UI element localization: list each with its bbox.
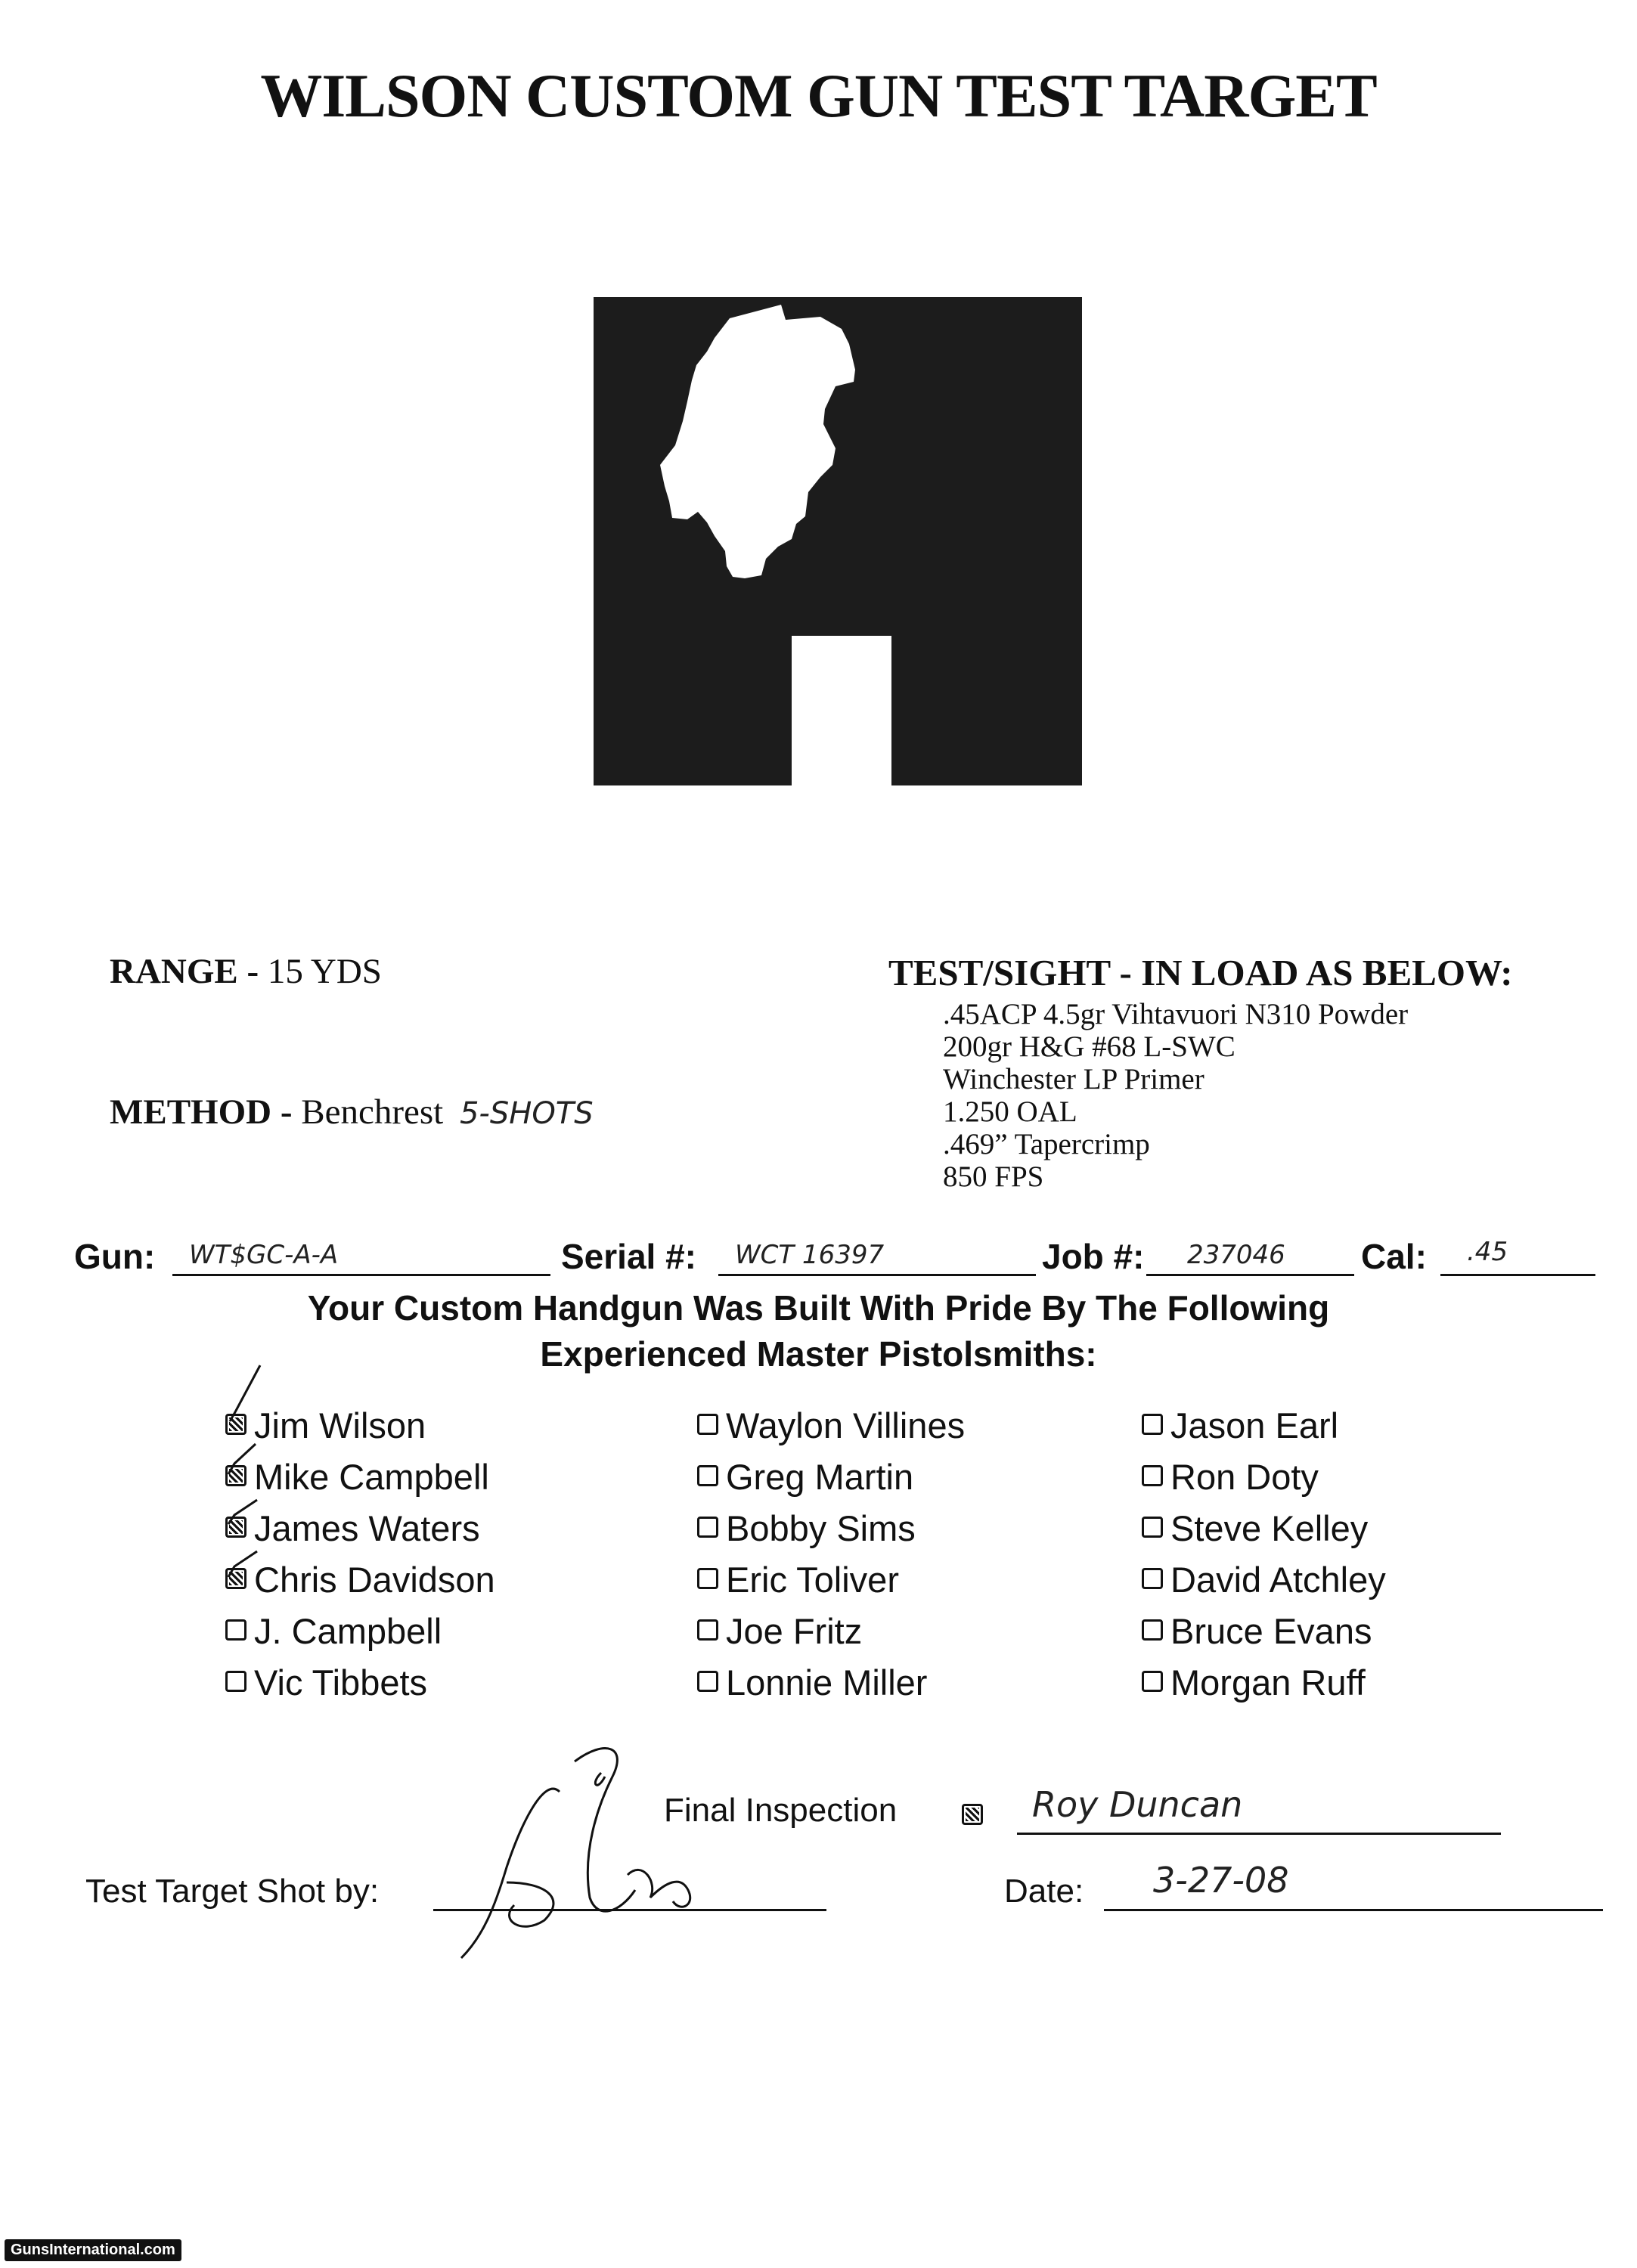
pistolsmith-item — [225, 1662, 427, 1703]
load-line: .45ACP 4.5gr Vihtavuori N310 Powder — [943, 998, 1409, 1030]
pistolsmith-name: Morgan Ruff — [1170, 1662, 1366, 1703]
gun-value: WT$GC-A-A — [189, 1240, 339, 1270]
checkbox[interactable] — [225, 1619, 246, 1641]
range-label: RANGE - — [110, 952, 259, 991]
cal-line — [1440, 1274, 1595, 1276]
date-line — [1104, 1909, 1603, 1911]
load-line: 850 FPS — [943, 1160, 1044, 1193]
pistolsmith-name: J. Campbell — [254, 1611, 442, 1651]
job-line — [1146, 1274, 1354, 1276]
checkbox[interactable] — [1142, 1671, 1163, 1692]
pistolsmith-name: Bobby Sims — [726, 1508, 916, 1548]
checkbox[interactable] — [1142, 1619, 1163, 1641]
range-field — [110, 951, 382, 992]
pistolsmith-name: Waylon Villines — [726, 1405, 966, 1445]
pride-line: Experienced Master Pistolsmiths: — [540, 1334, 1097, 1374]
page-title: WILSON CUSTOM GUN TEST TARGET — [260, 61, 1377, 130]
final-inspection-line — [1017, 1833, 1501, 1835]
checkbox[interactable] — [697, 1671, 718, 1692]
pistolsmith-item — [697, 1405, 965, 1446]
pistolsmith-item — [225, 1610, 442, 1652]
target-with-shot-hole-icon — [594, 297, 1082, 785]
pistolsmith-name: Jim Wilson — [254, 1405, 426, 1445]
serial-label: Serial #: — [561, 1237, 696, 1276]
pistolsmith-name: Lonnie Miller — [726, 1662, 928, 1703]
pistolsmith-item — [1142, 1456, 1319, 1498]
shot-by-signature — [454, 1731, 741, 1973]
pistolsmith-name: Bruce Evans — [1170, 1611, 1372, 1651]
pistolsmith-item — [697, 1662, 927, 1703]
checkbox[interactable] — [225, 1671, 246, 1692]
checkbox[interactable] — [697, 1465, 718, 1486]
job-label: Job #: — [1042, 1237, 1145, 1276]
pistolsmith-item — [1142, 1405, 1338, 1446]
pistolsmith-name: Steve Kelley — [1170, 1508, 1369, 1548]
method-field — [110, 1092, 594, 1132]
pistolsmith-item — [1142, 1507, 1368, 1549]
checkbox[interactable] — [697, 1517, 718, 1538]
pistolsmith-name: Jason Earl — [1170, 1405, 1339, 1445]
checkbox[interactable] — [1142, 1568, 1163, 1589]
final-inspection-label: Final Inspection — [664, 1792, 898, 1829]
load-line: .469” Tapercrimp — [943, 1128, 1150, 1160]
checkbox[interactable] — [697, 1414, 718, 1435]
range-value: 15 YDS — [267, 952, 382, 991]
handwritten-checkmarks — [219, 1361, 280, 1588]
pistolsmith-name: Mike Campbell — [254, 1457, 489, 1497]
load-line: 1.250 OAL — [943, 1095, 1077, 1128]
pistolsmith-item — [1142, 1662, 1366, 1703]
cal-value: .45 — [1467, 1237, 1508, 1267]
load-heading: TEST/SIGHT - IN LOAD AS BELOW: — [888, 952, 1513, 993]
pistolsmith-item — [697, 1559, 899, 1600]
shot-by-label: Test Target Shot by: — [85, 1873, 380, 1910]
load-line: 200gr H&G #68 L-SWC — [943, 1030, 1236, 1063]
pistolsmith-name: Joe Fritz — [726, 1611, 863, 1651]
pistolsmith-name: Greg Martin — [726, 1457, 914, 1497]
pride-line: Your Custom Handgun Was Built With Pride By The Following — [307, 1288, 1330, 1328]
checkbox[interactable] — [1142, 1465, 1163, 1486]
checkbox[interactable] — [697, 1619, 718, 1641]
final-inspection-checkbox[interactable] — [962, 1804, 983, 1825]
gun-label: Gun: — [74, 1237, 156, 1276]
method-handwritten: 5-SHOTS — [459, 1096, 594, 1131]
method-label: METHOD - — [110, 1092, 293, 1132]
date-value: 3-27-08 — [1153, 1860, 1289, 1901]
load-line: Winchester LP Primer — [943, 1063, 1204, 1095]
pistolsmith-item — [697, 1610, 862, 1652]
pistolsmith-item — [697, 1507, 916, 1549]
cal-label: Cal: — [1361, 1237, 1427, 1276]
job-value: 237046 — [1187, 1240, 1285, 1270]
checkbox[interactable] — [1142, 1517, 1163, 1538]
serial-line — [718, 1274, 1036, 1276]
load-details — [943, 998, 1408, 1193]
final-inspection-signature: Roy Duncan — [1032, 1784, 1243, 1825]
pistolsmith-item — [1142, 1559, 1386, 1600]
pistolsmith-name: David Atchley — [1170, 1560, 1386, 1600]
pistolsmith-item — [697, 1456, 913, 1498]
pistolsmith-name: Vic Tibbets — [254, 1662, 428, 1703]
serial-value: WCT 16397 — [735, 1240, 885, 1270]
checkbox[interactable] — [697, 1568, 718, 1589]
watermark-logo: GunsInternational.com — [5, 2239, 181, 2261]
pistolsmith-name: James Waters — [254, 1508, 480, 1548]
method-value: Benchrest — [301, 1092, 444, 1132]
pistolsmith-name: Ron Doty — [1170, 1457, 1319, 1497]
gun-line — [172, 1274, 550, 1276]
date-label: Date: — [1004, 1873, 1084, 1910]
pistolsmith-name: Eric Toliver — [726, 1560, 899, 1600]
pistolsmith-item — [1142, 1610, 1372, 1652]
checkbox[interactable] — [1142, 1414, 1163, 1435]
pistolsmith-name: Chris Davidson — [254, 1560, 495, 1600]
